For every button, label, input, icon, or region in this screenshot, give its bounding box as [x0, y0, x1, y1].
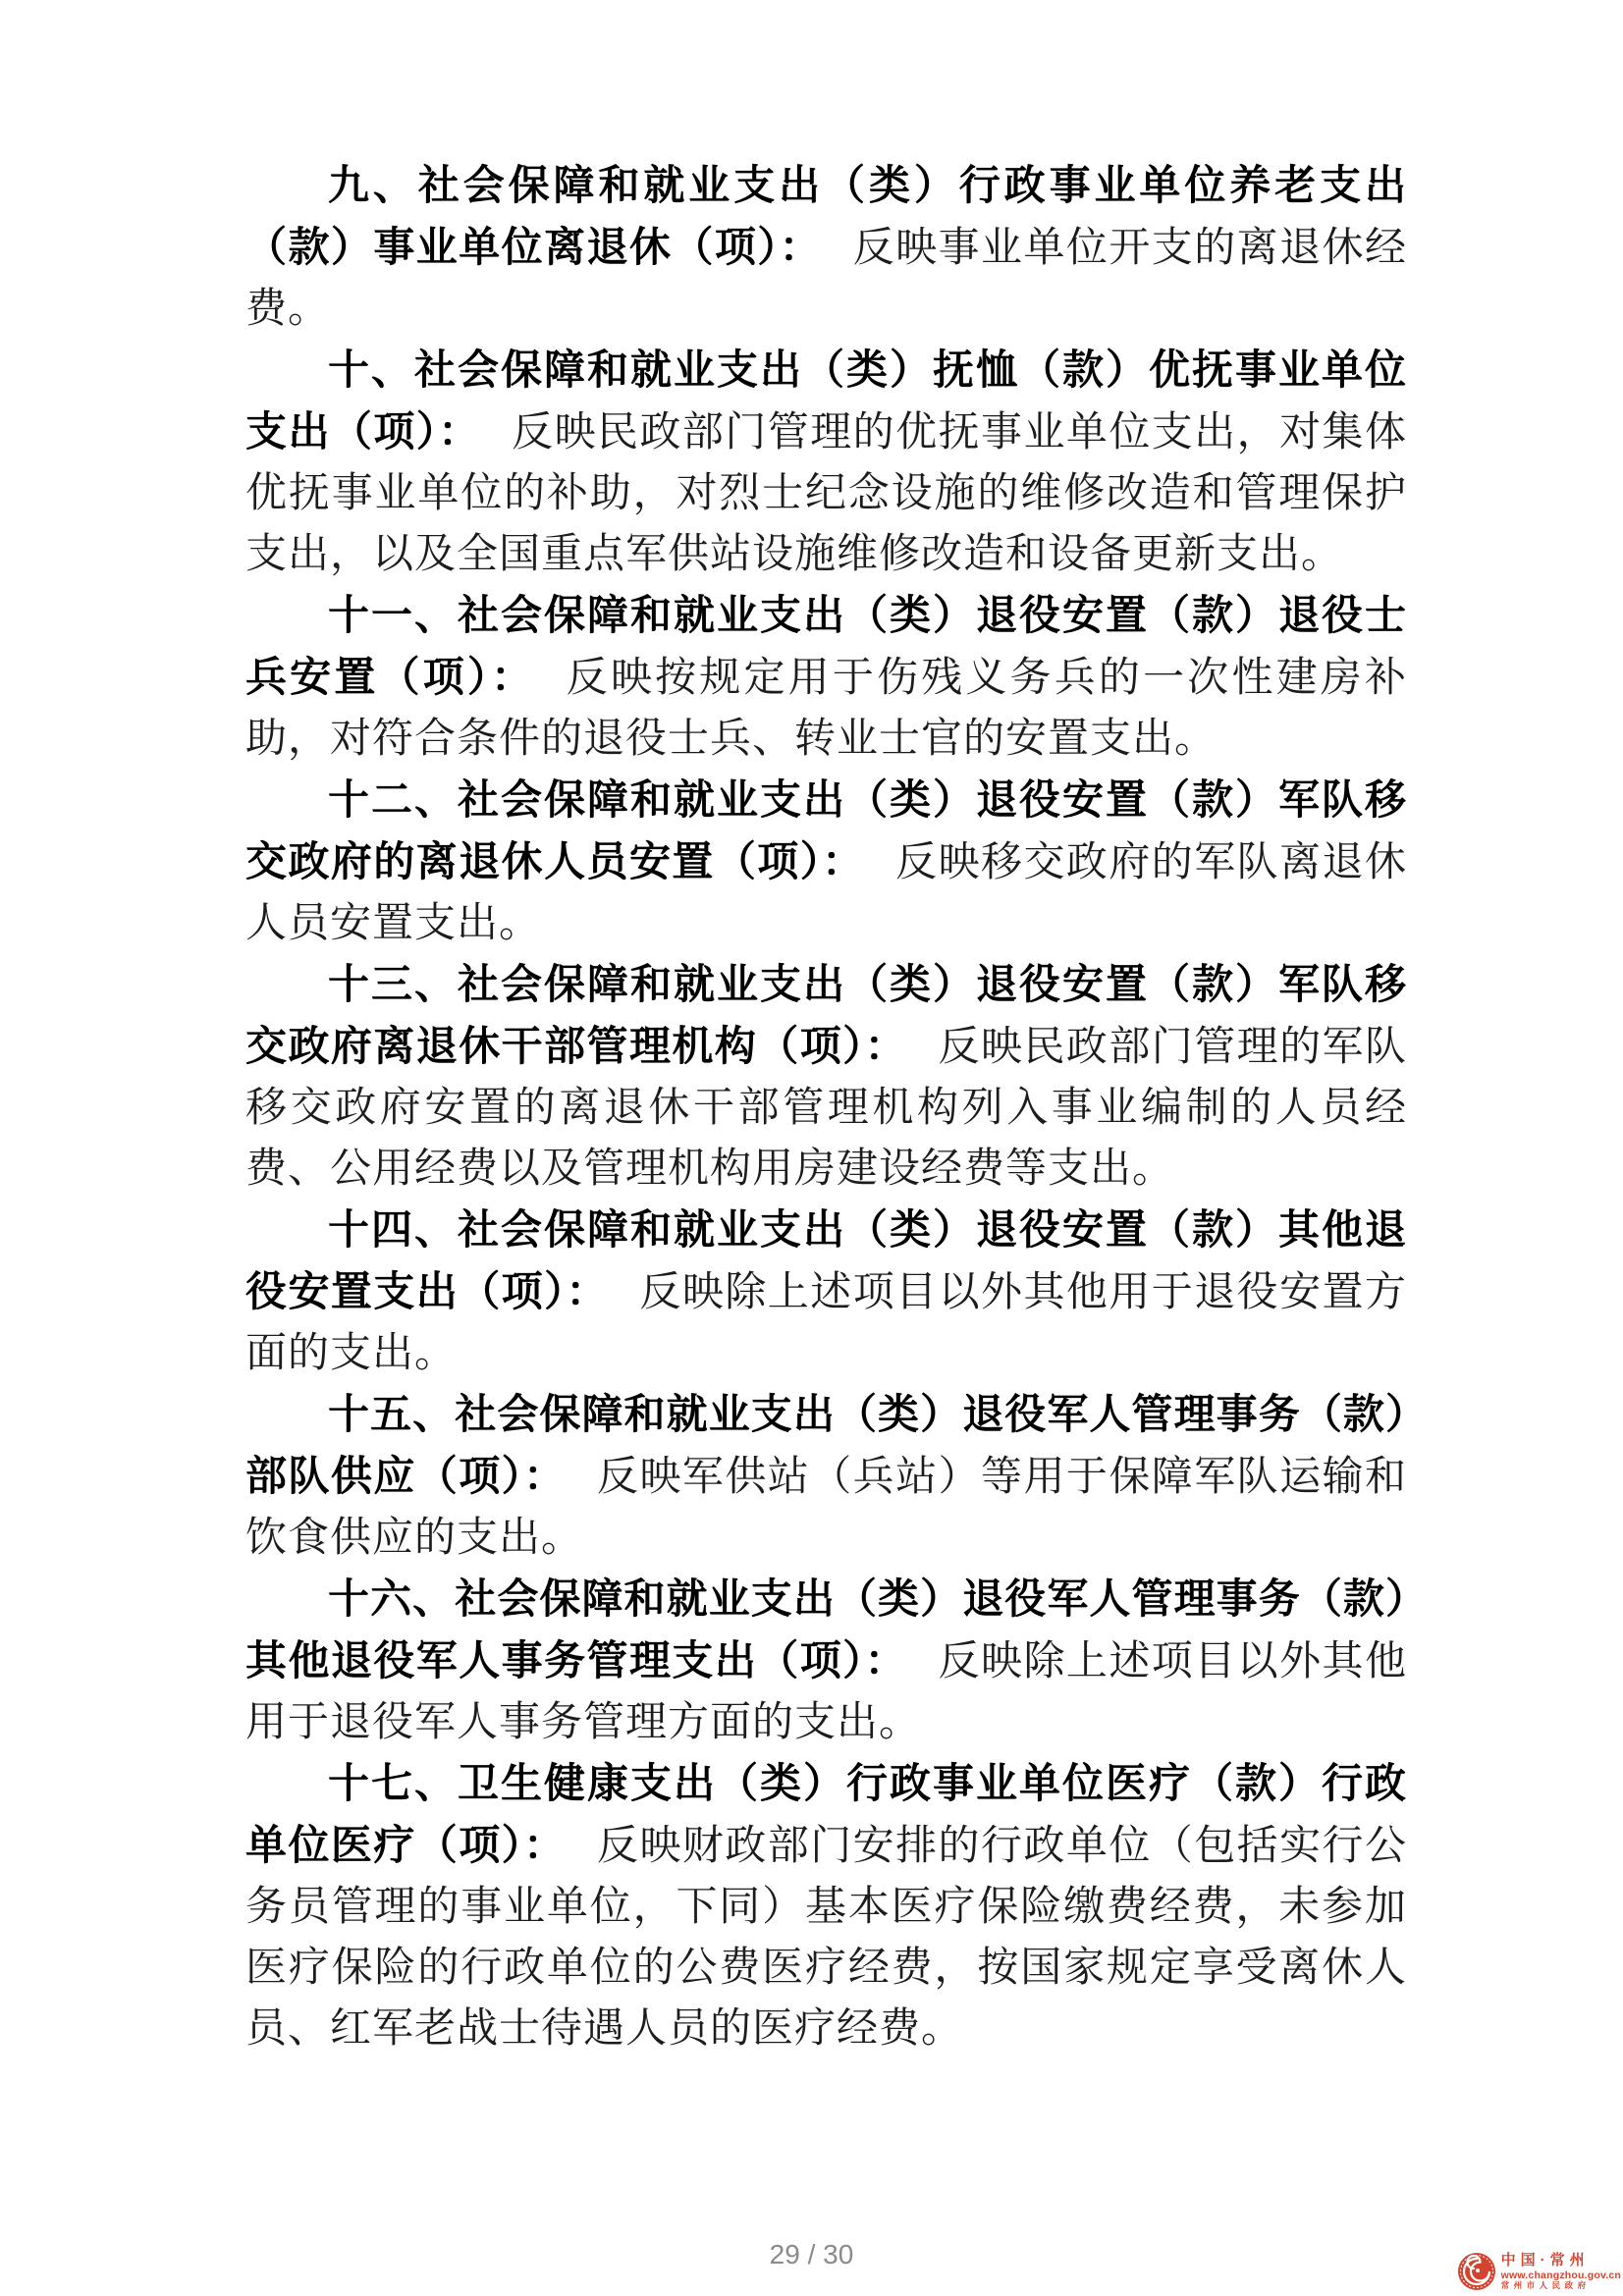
paragraph-heading: 十五、社会保障和就业支出（类）退役军人管理事务（款）部队供应（项）： — [245, 1391, 1407, 1499]
paragraph-text: 反映军供站（兵站）等用于保障军队运输和饮食供应的支出。 — [245, 1455, 1407, 1561]
logo-title: 中国·常州 — [1500, 2252, 1590, 2269]
paragraph-item-13 — [245, 954, 1407, 1200]
paragraph-item-15 — [245, 1384, 1407, 1569]
paragraph-heading: 十四、社会保障和就业支出（类）退役安置（款）其他退役安置支出（项）： — [245, 1206, 1407, 1314]
paragraph-heading: 十六、社会保障和就业支出（类）退役军人管理事务（款）其他退役军人事务管理支出（项）： — [245, 1575, 1407, 1683]
paragraph-heading: 十二、社会保障和就业支出（类）退役安置（款）军队移交政府的离退休人员安置（项）： — [245, 776, 1407, 884]
paragraph-heading: 十三、社会保障和就业支出（类）退役安置（款）军队移交政府离退休干部管理机构（项）： — [245, 961, 1407, 1069]
logo-text-block — [1501, 2252, 1621, 2290]
paragraph-item-11 — [245, 585, 1407, 770]
dragon-seal-icon — [1457, 2252, 1496, 2291]
paragraph-text: 反映财政部门安排的行政单位（包括实行公务员管理的事业单位，下同）基本医疗保险缴费经费，未参加医疗保险的行政单位的公费医疗经费，按国家规定享受离休人员、红军老战士待遇人员的医疗经费。 — [245, 1824, 1407, 2052]
paragraph-heading: 十一、社会保障和就业支出（类）退役安置（款）退役士兵安置（项）： — [245, 592, 1407, 700]
page-number: 29 / 30 — [769, 2239, 854, 2269]
logo-subtitle: 常州市人民政府 — [1500, 2279, 1591, 2290]
paragraph-item-17 — [245, 1753, 1407, 2059]
paragraph-item-10 — [245, 340, 1407, 585]
paragraph-heading: 十、社会保障和就业支出（类）抚恤（款）优抚事业单位支出（项）： — [245, 347, 1407, 454]
paragraph-text: 反映移交政府的军队离退休人员安置支出。 — [245, 840, 1407, 946]
paragraph-text: 反映除上述项目以外其他用于退役军人事务管理方面的支出。 — [245, 1639, 1407, 1745]
paragraph-item-14 — [245, 1200, 1407, 1384]
paragraph-item-12 — [245, 770, 1407, 954]
paragraph-item-9 — [245, 155, 1407, 340]
paragraph-heading: 九、社会保障和就业支出（类）行政事业单位养老支出（款）事业单位离退休（项）： — [245, 162, 1407, 270]
paragraph-text: 反映除上述项目以外其他用于退役安置方面的支出。 — [245, 1270, 1407, 1376]
paragraph-text: 反映按规定用于伤残义务兵的一次性建房补助，对符合条件的退役士兵、转业士官的安置支出。 — [245, 656, 1407, 762]
paragraph-text: 反映民政部门管理的优抚事业单位支出，对集体优抚事业单位的补助，对烈士纪念设施的维修改造和管理保护支出，以及全国重点军供站设施维修改造和设备更新支出。 — [245, 410, 1407, 577]
paragraph-text: 反映事业单位开支的离退休经费。 — [245, 226, 1407, 332]
changzhou-gov-logo — [1457, 2252, 1621, 2291]
paragraph-heading: 十七、卫生健康支出（类）行政事业单位医疗（款）行政单位医疗（项）： — [245, 1760, 1407, 1868]
paragraph-text: 反映民政部门管理的军队移交政府安置的离退休干部管理机构列入事业编制的人员经费、公用经费以及管理机构用房建设经费等支出。 — [245, 1025, 1407, 1192]
paragraph-item-16 — [245, 1569, 1407, 1753]
document-body — [245, 155, 1407, 2059]
logo-url: www.changzhou.gov.cn — [1500, 2269, 1621, 2281]
